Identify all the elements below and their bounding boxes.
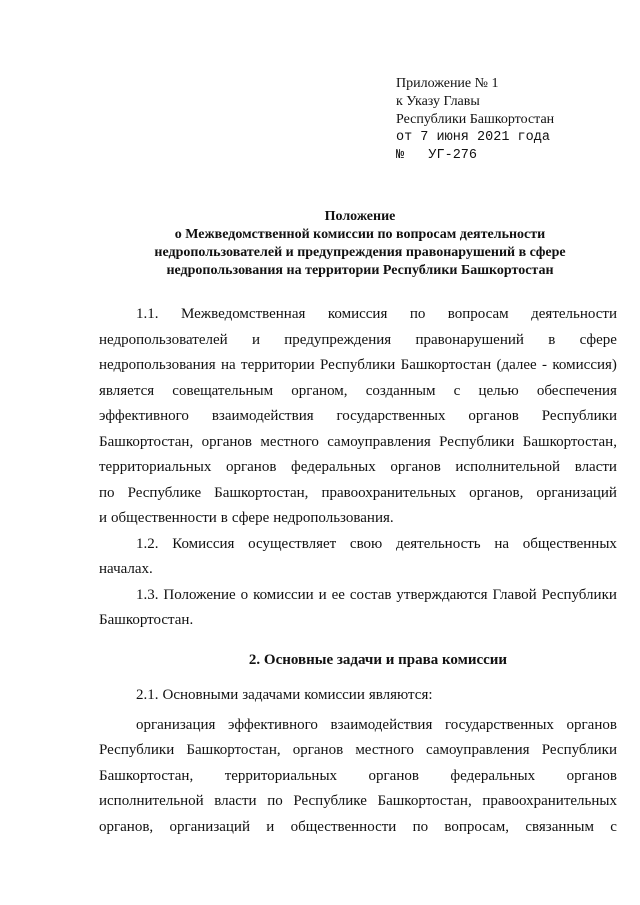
word: организаций: [536, 484, 617, 501]
word: связанным: [525, 818, 594, 835]
text-line: [99, 583, 617, 609]
word: территории: [241, 357, 315, 373]
word: по: [99, 484, 115, 501]
word: -: [542, 357, 548, 373]
text-line: [99, 404, 617, 430]
text-line: [99, 328, 617, 354]
word: Башкортостан,: [99, 767, 194, 784]
word: органов: [468, 408, 519, 424]
word: деятельность: [395, 535, 481, 552]
document-body: [99, 302, 617, 840]
word: Башкортостан,: [377, 793, 472, 809]
word: органов: [566, 767, 617, 784]
word: Башкортостан.: [99, 612, 194, 628]
word: состав: [349, 586, 392, 603]
word: комиссия: [327, 306, 388, 322]
text-line: [99, 481, 617, 507]
document-title: [60, 208, 640, 280]
word: в: [220, 510, 228, 526]
word: правонарушений: [415, 331, 524, 348]
text-line: [99, 506, 617, 532]
word: 1.2.: [136, 535, 159, 552]
word: Республики: [541, 408, 617, 424]
word: сфере: [231, 510, 270, 526]
word: органов: [390, 459, 441, 475]
word: общественных: [522, 535, 617, 552]
word: территориальных: [99, 459, 212, 475]
text-line: [99, 532, 617, 558]
word: Положение: [163, 586, 236, 603]
text-line: [99, 353, 617, 379]
word: взаимодействия: [211, 408, 314, 424]
text-line: [99, 455, 617, 481]
word: свою: [349, 535, 383, 552]
word: в: [548, 331, 556, 348]
word: государственных: [336, 408, 446, 424]
word: правоохранительных: [482, 793, 617, 809]
word: федеральных: [450, 767, 536, 784]
text-line: [99, 302, 617, 328]
word: предупреждения: [284, 331, 392, 348]
word: местного: [355, 742, 414, 758]
word: по: [412, 818, 429, 835]
word: вопросам,: [444, 818, 510, 835]
word: самоуправления: [327, 433, 431, 450]
word: и: [266, 818, 275, 835]
word: местного: [260, 433, 319, 450]
word: Башкортостан,: [522, 433, 617, 450]
word: Комиссия: [172, 535, 235, 552]
annex-reference: к Указу Главы: [396, 94, 480, 109]
word: самоуправления: [426, 742, 530, 758]
annex-authority: Республики Башкортостан: [396, 112, 555, 127]
annex-number: № УГ-276: [396, 148, 478, 163]
word: на: [494, 535, 510, 552]
text-line: [99, 713, 617, 739]
word: обеспечения: [536, 382, 617, 399]
text-line: [99, 608, 617, 634]
annex-date: от 7 июня 2021 года: [396, 130, 550, 145]
word: с: [610, 818, 617, 835]
word: органов: [368, 767, 419, 784]
paragraph-1-1: [99, 302, 617, 532]
word: органов: [225, 459, 277, 475]
title-line: о Межведомственной комиссии по вопросам деятельности: [174, 227, 546, 242]
text-line: [99, 430, 617, 456]
word: общественности: [111, 510, 217, 526]
word: осуществляет: [248, 535, 337, 552]
word: исполнительной: [455, 459, 561, 475]
word: недропользователей: [99, 331, 228, 348]
text-line: [99, 789, 617, 815]
word: и: [99, 510, 108, 526]
word: началах.: [99, 561, 153, 577]
word: комиссии: [253, 586, 314, 603]
word: органов,: [99, 818, 154, 835]
word: Межведомственная: [180, 306, 306, 322]
word: и: [318, 586, 327, 603]
annex-block: [396, 75, 554, 165]
text-line: [99, 379, 617, 405]
word: являются:: [368, 687, 433, 703]
word: комиссии: [304, 687, 365, 703]
word: территориальных: [224, 767, 338, 784]
word: задачами: [242, 687, 301, 703]
word: на: [220, 357, 236, 373]
text-line: [99, 738, 617, 764]
word: взаимодействия: [330, 716, 433, 733]
annex-title: Приложение № 1: [396, 76, 499, 91]
word: власти: [574, 459, 617, 475]
word: недропользования.: [273, 510, 394, 526]
word: с: [453, 382, 461, 399]
word: органов: [201, 433, 252, 450]
word: Главой: [492, 586, 537, 603]
word: Основными: [162, 687, 239, 703]
title-line: недропользования на территории Республики Башкортостан: [166, 263, 554, 278]
word: власти: [214, 793, 257, 809]
text-line: [99, 557, 617, 583]
word: органов: [566, 716, 617, 733]
word: организаций: [169, 818, 250, 835]
title-line: Положение: [324, 209, 396, 224]
word: Башкортостан,: [214, 484, 309, 501]
word: (далее: [496, 357, 537, 373]
word: является: [99, 382, 155, 399]
word: исполнительной: [99, 793, 204, 809]
word: организация: [136, 716, 216, 733]
word: органов,: [469, 484, 524, 501]
word: Республики: [541, 586, 617, 603]
word: 1.3.: [136, 586, 159, 603]
title-line: недропользователей и предупреждения правонарушений в сфере: [154, 245, 566, 260]
word: созданным: [365, 382, 436, 399]
word: правоохранительных: [321, 484, 457, 501]
word: комиссия): [552, 357, 617, 373]
word: недропользования: [99, 357, 216, 373]
word: Башкортостан,: [99, 433, 194, 450]
text-line: [99, 764, 617, 790]
word: эффективного: [99, 408, 189, 424]
word: Республике: [293, 793, 367, 809]
word: Республике: [127, 484, 202, 501]
text-line: [99, 815, 617, 841]
word: о: [240, 586, 249, 603]
word: ее: [331, 586, 345, 603]
word: органом,: [291, 382, 348, 399]
word: органов: [292, 742, 344, 758]
word: Республики: [439, 433, 515, 450]
word: утверждаются: [396, 586, 488, 603]
word: целью: [478, 382, 519, 399]
word: и: [251, 331, 260, 348]
word: 1.1.: [136, 306, 159, 322]
word: общественности: [290, 818, 397, 835]
word: Республики: [99, 742, 175, 758]
word: федеральных: [291, 459, 376, 475]
word: совещательным: [172, 382, 274, 399]
word: по: [267, 793, 283, 809]
word: вопросам: [447, 306, 509, 322]
word: Башкортостан: [400, 357, 492, 373]
word: деятельности: [531, 306, 617, 322]
word: эффективного: [228, 716, 318, 733]
word: 2.1.: [136, 687, 159, 703]
word: Республики: [320, 357, 396, 373]
word: Республики: [541, 742, 617, 758]
word: Башкортостан,: [186, 742, 281, 758]
word: сфере: [579, 331, 617, 348]
section-heading: 2. Основные задачи и права комиссии: [248, 651, 508, 668]
text-line: [99, 683, 617, 709]
word: государственных: [444, 716, 554, 733]
word: по: [409, 306, 426, 322]
